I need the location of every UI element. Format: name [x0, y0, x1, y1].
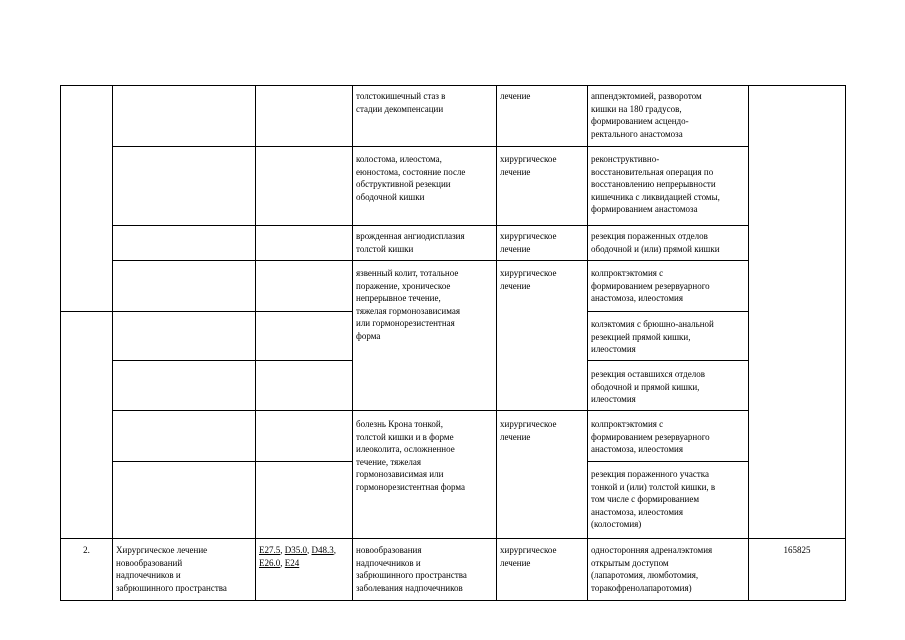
icd-code-link[interactable]: D48.3 — [311, 545, 334, 555]
cost-cell: 165825 — [783, 545, 811, 555]
grid-line — [112, 461, 352, 462]
disease-model-cell: врожденная ангиодисплазия толстой кишки — [356, 231, 465, 254]
icd-codes-cell: E27.5, D35.0, D48.3, E26.0, E24 — [259, 545, 336, 568]
treatment-method-cell: колпроктэктомия с формированием резервуарного анастомоза, илеостомия — [591, 268, 710, 304]
treatment-method-cell: колэктомия с брюшно-анальной резекцией прямой кишки, илеостомия — [591, 319, 714, 355]
disease-model-cell: толстокишечный стаз в стадии декомпенсации — [356, 91, 446, 114]
treatment-method-cell: резекция пораженного участка тонкой и (или) толстой кишки, в том числе с формированием анастомоза, илеостомия (колостомия) — [591, 469, 716, 530]
treatment-method-cell: реконструктивно- восстановительная операция по восстановлению непрерывности кишечника с ликвидацией стомы, формированием анастомоза — [591, 154, 720, 215]
grid-line — [60, 600, 846, 601]
icd-code-link[interactable]: E24 — [284, 557, 300, 568]
grid-line — [112, 410, 749, 411]
disease-model-cell: язвенный колит, тотальное поражение, хроническое непрерывное течение, тяжелая гормонозависимая или гормонорезистентная форма — [356, 268, 460, 341]
treatment-type-cell: хирургическое лечение — [500, 545, 557, 568]
grid-line — [112, 146, 749, 147]
disease-model-cell: новообразования надпочечников и забрюшинного пространства заболевания надпочечников — [356, 545, 467, 593]
grid-line — [587, 360, 748, 361]
grid-line — [60, 85, 61, 600]
grid-line — [60, 311, 112, 312]
treatment-method-cell: колпроктэктомия с формированием резервуарного анастомоза, илеостомия — [591, 419, 710, 455]
treatment-type-cell: хирургическое лечение — [500, 419, 557, 442]
grid-line — [112, 311, 352, 312]
treatment-method-cell: резекция пораженных отделов ободочной и (или) прямой кишки — [591, 231, 720, 254]
grid-line — [112, 225, 749, 226]
treatment-type-cell: хирургическое лечение — [500, 154, 557, 177]
care-type-cell: Хирургическое лечение новообразований надпочечников и забрюшинного пространства — [116, 545, 227, 593]
grid-line — [255, 85, 256, 600]
grid-line — [845, 85, 846, 600]
grid-line — [587, 461, 748, 462]
grid-line — [587, 311, 748, 312]
grid-line — [60, 538, 846, 539]
treatment-type-cell: лечение — [500, 91, 531, 101]
disease-model-cell: колостома, илеостома, еюностома, состояние после обструктивной резекции ободочной кишки — [356, 154, 466, 202]
grid-line — [112, 85, 113, 600]
grid-line — [112, 260, 749, 261]
treatment-type-cell: хирургическое лечение — [500, 231, 557, 254]
grid-line — [112, 360, 352, 361]
icd-code-link[interactable]: E27.5 — [259, 545, 281, 555]
row-number-cell: 2. — [83, 545, 90, 555]
disease-model-cell: болезнь Крона тонкой, толстой кишки и в форме илеоколита, осложненное течение, тяжелая гормонозависимая или гормонорезистентная форма — [356, 419, 466, 492]
treatment-type-cell: хирургическое лечение — [500, 268, 557, 291]
icd-code-link[interactable]: D35.0 — [284, 545, 307, 555]
grid-line — [60, 85, 846, 86]
treatment-method-cell: резекция оставшихся отделов ободочной и прямой кишки, илеостомия — [591, 369, 705, 405]
treatment-method-cell: односторонняя адреналэктомия открытым доступом (лапаротомия, люмботомия, торакофренолапаротомия) — [591, 545, 713, 593]
icd-code-link[interactable]: E26.0 — [259, 557, 281, 568]
grid-line — [748, 85, 749, 600]
treatment-method-cell: аппендэктомией, разворотом кишки на 180 градусов, формированием асцендо- ректального анастомоза — [591, 91, 702, 139]
